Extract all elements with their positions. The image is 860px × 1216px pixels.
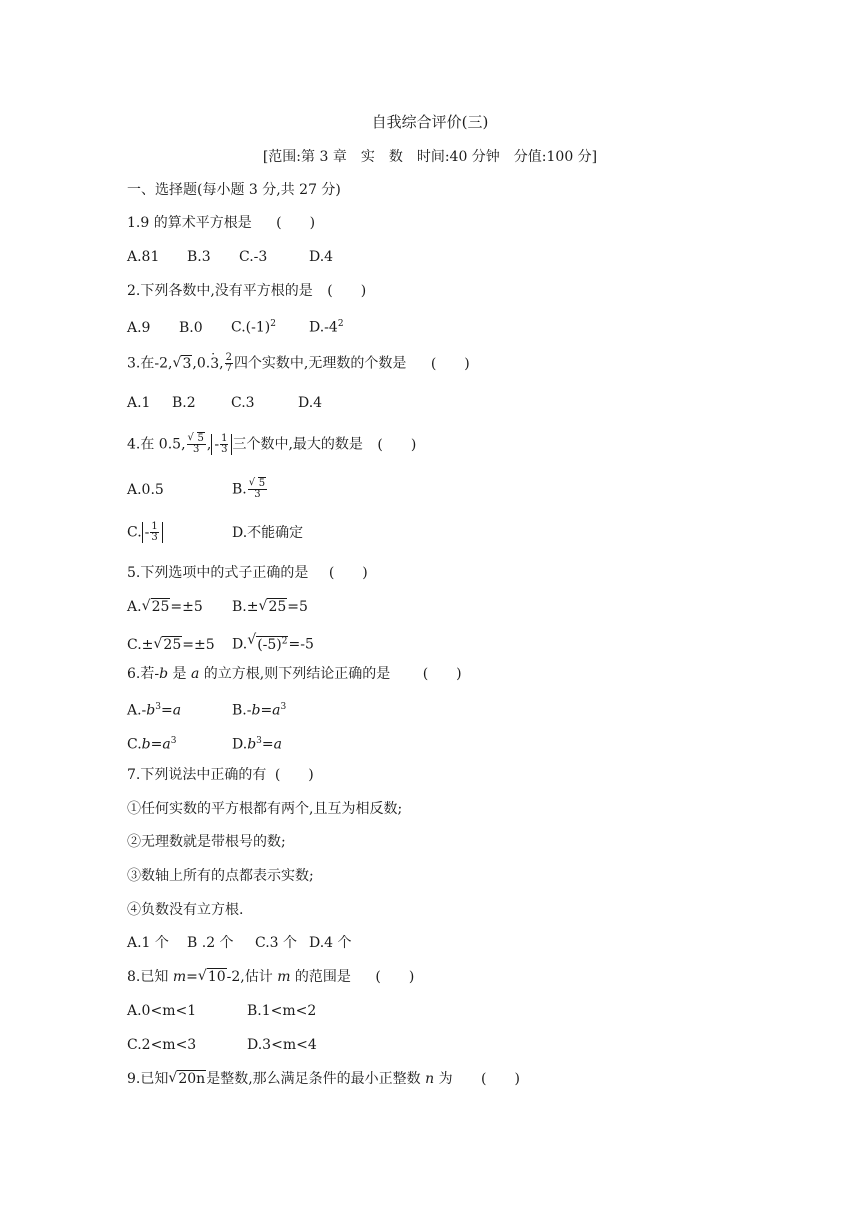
question-stem: 三个数中,最大的数是 [232, 436, 363, 453]
option-c: C.-3 [239, 249, 268, 265]
option-a: A.81 [127, 249, 160, 265]
option-a: A.0<m<1 [127, 1003, 197, 1019]
fraction: √ $\frac{5}{3}$ [187, 434, 206, 455]
question-6-options-cd [127, 731, 282, 755]
option-d: $D.b^3=a$ [232, 736, 282, 753]
question-7 [127, 765, 314, 785]
question-7-options [127, 933, 352, 953]
option-c: C.±√ 25=±5 [127, 635, 232, 655]
option-a: A.0.5 [127, 481, 164, 498]
answer-blank: ( ) [377, 436, 417, 453]
option-d: D.√ $(-5)^2=-5$ [232, 631, 314, 655]
question-6-options-ab [127, 697, 286, 721]
statement-1: ①任何实数的平方根都有两个,且互为相反数; [127, 801, 403, 817]
answer-blank: ( ) [328, 565, 368, 581]
option-a: A.9 [127, 319, 151, 336]
answer-blank: ( ) [327, 283, 367, 299]
repeating-decimal: 3 · [210, 356, 219, 372]
question-8-options-ab [127, 1001, 316, 1021]
statement-2: ②无理数就是带根号的数; [127, 834, 286, 850]
option-c: C.3 [231, 395, 255, 411]
option-b: $B.-b=a^3$ [232, 702, 287, 719]
question-4: 4.在 0.5, √ $\frac{5}{3}$ , - $\frac{1}{3}$ 三个数中,最大的数是 ( ) [127, 434, 416, 455]
option-c: C. - $\frac{1}{3}$ [127, 522, 232, 543]
answer-blank: ( ) [481, 1071, 520, 1087]
answer-blank: ( ) [274, 767, 314, 783]
question-3: 3.在-2,√ 3,0.3 ·, $\frac{2}{7}$ 四个实数中,无理数的个数是 ( ) [127, 353, 470, 374]
question-stem: 的范围是 [290, 969, 351, 985]
option-a: A.1 [127, 395, 151, 411]
absolute-value: - $\frac{1}{3}$ [211, 434, 232, 455]
option-d: D.不能确定 [232, 524, 304, 541]
sqrt-expression: √ 3 [172, 354, 192, 374]
section-heading: 一、选择题(每小题 3 分,共 27 分) [127, 182, 341, 198]
option-b: B.0 [179, 319, 203, 336]
question-stem: 2.下列各数中,没有平方根的是 [127, 283, 313, 299]
statement-3: ③数轴上所有的点都表示实数; [127, 868, 314, 884]
question-stem: 1.9 的算术平方根是 [127, 215, 252, 231]
question-3-options [127, 393, 322, 413]
option-b: B.1<m<2 [247, 1003, 317, 1019]
answer-blank: ( ) [375, 969, 415, 985]
question-9: 9.已知√ 20n是整数,那么满足条件的最小正整数 n 为 ( ) [127, 1069, 520, 1089]
question-1-options [127, 247, 333, 267]
option-a: $A.-b^3=a$ [127, 702, 182, 719]
option-b: B.±√ 25=5 [232, 597, 308, 617]
option-c: $C.(-1)^2$ [231, 319, 276, 336]
question-stem: 5.下列选项中的式子正确的是 [127, 565, 309, 581]
page-title: 自我综合评价(三) [371, 113, 489, 131]
question-5 [127, 563, 368, 583]
question-4-options-cd [127, 522, 303, 543]
option-d: D.3<m<4 [247, 1037, 317, 1053]
option-b: B. √ $\frac{5}{3}$ [232, 479, 268, 500]
option-d: $D.-4^2$ [309, 319, 344, 336]
question-5-options-cd [127, 631, 314, 655]
option-d: D.4 个 [309, 935, 352, 951]
option-d: D.4 [298, 395, 323, 411]
answer-blank: ( ) [422, 666, 462, 682]
option-b: B .2 个 [187, 935, 234, 951]
option-b: B.3 [187, 249, 211, 265]
question-1 [127, 213, 315, 233]
statement-4: ④负数没有立方根. [127, 902, 244, 918]
question-5-options-ab [127, 597, 308, 617]
option-c: C.3 个 [255, 935, 298, 951]
question-2 [127, 281, 366, 301]
exam-meta: [范围:第 3 章 实 数 时间:40 分钟 分值:100 分] [262, 149, 598, 165]
question-stem: 的立方根,则下列结论正确的是 [199, 666, 391, 682]
question-stem: 为 [434, 1071, 453, 1087]
option-c: C.2<m<3 [127, 1037, 197, 1053]
question-8-options-cd [127, 1035, 317, 1055]
sqrt-expression: √ 10 [198, 967, 227, 987]
question-2-options [127, 314, 344, 338]
question-4-options-ab [127, 479, 268, 500]
answer-blank: ( ) [276, 215, 316, 231]
question-8: 8.已知 m=√ 10-2,估计 m 的范围是 ( ) [127, 967, 414, 987]
option-b: B.2 [172, 395, 196, 411]
option-c: $C.b=a^3$ [127, 736, 177, 753]
question-stem: 四个实数中,无理数的个数是 [233, 355, 407, 372]
answer-blank: ( ) [430, 355, 470, 372]
fraction: $\frac{2}{7}$ [225, 352, 232, 374]
option-d: D.4 [309, 249, 334, 265]
sqrt-expression: √ 20n [168, 1069, 206, 1089]
option-a: A.√ 25=±5 [127, 597, 232, 617]
question-6: 6.若-b 是 a 的立方根,则下列结论正确的是 ( ) [127, 666, 462, 682]
question-stem: 7.下列说法中正确的有 [127, 767, 267, 783]
option-a: A.1 个 [127, 935, 169, 951]
